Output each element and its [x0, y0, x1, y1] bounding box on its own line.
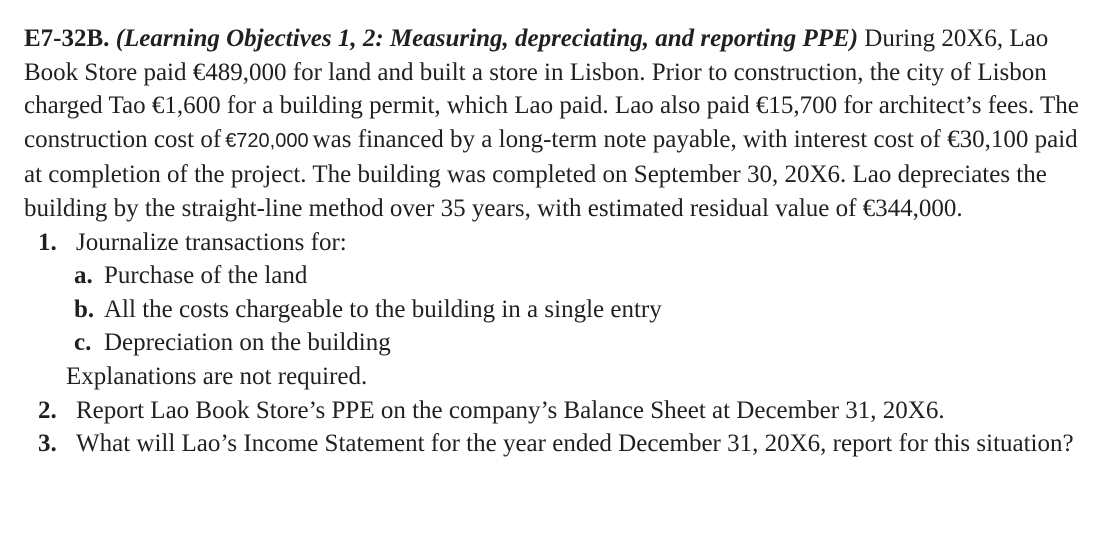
exercise-id: E7-32B.: [24, 25, 110, 52]
subitem-text: All the costs chargeable to the building in a single entry: [104, 295, 662, 323]
question-text: Report Lao Book Store’s PPE on the company’s Balance Sheet at December 31, 20X6.: [76, 396, 945, 424]
subitem-c: [24, 326, 1090, 360]
exercise-text-part2: was financed by a long-term note payable, with interest cost of €30,100 paid at completion of the project. The building was completed on September 30, 20X6. Lao depreciates the building by the straight-line method over 35 years, with estimated residual value of €344,000.: [24, 125, 1078, 222]
question-number: 2.: [38, 396, 57, 424]
exercise-document: [24, 22, 1090, 461]
question-text: Journalize transactions for:: [76, 228, 347, 256]
question-text: What will Lao’s Income Statement for the year ended December 31, 20X6, report for this situation?: [76, 430, 1074, 458]
subitem-letter: c.: [74, 329, 92, 357]
subitem-b: [24, 293, 1090, 327]
construction-amount: €720,000: [225, 129, 309, 152]
subitem-text: Purchase of the land: [104, 262, 308, 290]
learning-objectives: (Learning Objectives 1, 2: Measuring, depreciating, and reporting PPE): [115, 25, 859, 52]
exercise-paragraph: [24, 22, 1090, 226]
subitem-a: [24, 259, 1090, 293]
question-number: 3.: [38, 430, 57, 458]
subitem-letter: a.: [74, 262, 93, 290]
question-number: 1.: [38, 228, 57, 256]
subitem-text: Depreciation on the building: [104, 329, 391, 357]
question-1: [24, 226, 1090, 260]
question-3: [24, 427, 1090, 461]
question-2: [24, 394, 1090, 428]
exercise-text-part1: During 20X6, Lao Book Store paid €489,000 for land and built a store in Lisbon. Prior to construction, the city of Lisbon charged Tao €1,600 for a building permit, which Lao paid. Lao also paid €15,700 for architect’s fees. The construction cost of: [24, 25, 1079, 153]
subitem-letter: b.: [74, 295, 95, 323]
explanations-note: Explanations are not required.: [66, 362, 368, 390]
